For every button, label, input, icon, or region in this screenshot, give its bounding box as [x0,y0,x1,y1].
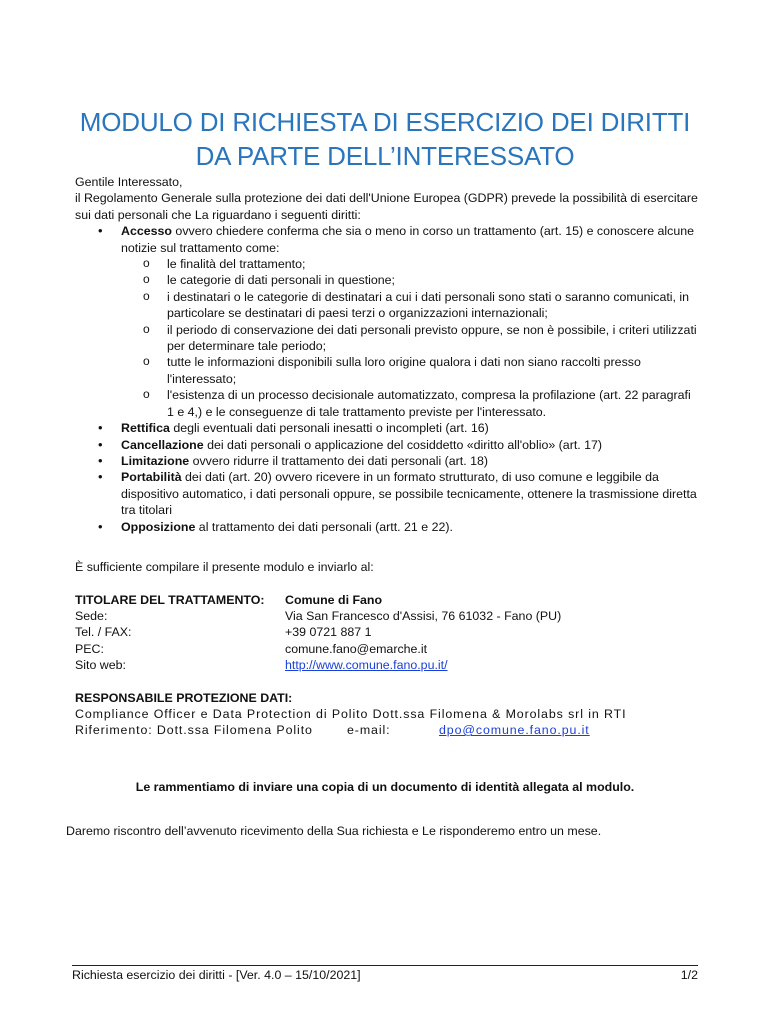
sub-item: o le finalità del trattamento; [121,256,700,272]
rpd-label: RESPONSABILE PROTEZIONE DATI: [75,691,293,705]
right-portabilita [75,469,700,518]
document-body [75,174,700,575]
tel-label: Tel. / FAX: [75,625,132,640]
instruction-text: È sufficiente compilare il presente modulo e inviarlo al: [75,559,374,574]
titolare-row [75,592,695,608]
right-text: dei dati personali o applicazione del cosiddetto «diritto all'oblio» (art. 17) [203,437,603,452]
rights-list [75,223,700,535]
greeting: Gentile Interessato, [75,175,183,189]
web-label: Sito web: [75,657,126,672]
title-line-2: DA PARTE DELL’INTERESSATO [195,141,575,172]
right-name: Accesso [121,224,172,239]
sub-item: o il periodo di conservazione dei dati personali previsto oppure, se non è possibile, i criteri utilizzati per determinare tale periodo; [121,322,700,355]
right-rettifica [75,420,700,436]
right-accesso [75,223,700,420]
footer-version: Richiesta esercizio dei diritti - [Ver. 4.0 – 15/10/2021] [72,968,361,982]
right-text: ovvero ridurre il trattamento dei dati personali (art. 18) [189,453,489,468]
title-line-1: MODULO DI RICHIESTA DI ESERCIZIO DEI DIRITTI [79,107,691,138]
rpd-line: Compliance Officer e Data Protection di Polito Dott.ssa Filomena & Morolabs srl in RTI [75,707,627,721]
right-opposizione [75,519,700,535]
pec-value: comune.fano@emarche.it [285,641,428,656]
rpd-block [75,690,715,738]
sub-item: o le categorie di dati personali in questione; [121,272,700,288]
id-document-notice: Le rammentiamo di inviare una copia di un documento di identità allegata al modulo. [135,780,635,794]
page-footer [72,965,698,982]
web-row [75,657,695,673]
right-text: ovvero chiedere conferma che sia o meno in corso un trattamento (art. 15) e conoscere alcune notizie sul trattamento come: [121,224,695,255]
right-limitazione [75,453,700,469]
rpd-email-label: e-mail: [347,723,391,737]
tel-value: +39 0721 887 1 [285,625,372,640]
pec-label: PEC: [75,641,104,656]
sub-item: o i destinatari o le categorie di destinatari a cui i dati personali sono stati o saranno comunicati, in particolare se destinatari di paesi terzi o organizzazioni internazionali; [121,289,700,322]
document-title [40,105,730,173]
page-number: 1/2 [680,968,698,982]
titolare-block [75,592,695,673]
tel-row [75,624,695,640]
sede-value: Via San Francesco d'Assisi, 76 61032 - Fano (PU) [285,609,562,624]
pec-row [75,641,695,657]
rpd-reference [75,722,715,738]
sede-row [75,608,695,624]
sede-label: Sede: [75,609,108,624]
right-name: Limitazione [121,453,190,468]
sub-item: o tutte le informazioni disponibili sulla loro origine qualora i dati non siano raccolti presso l'interessato; [121,354,700,387]
website-link[interactable]: http://www.comune.fano.pu.it/ [285,657,448,672]
accesso-subitems [121,256,700,420]
intro-text: il Regolamento Generale sulla protezione dei dati dell'Unione Europea (GDPR) prevede la possibilità di esercitare sui dati personali che La riguardano i seguenti diritti: [75,191,698,222]
sub-item: o l'esistenza di un processo decisionale automatizzato, compresa la profilazione (art. 22 paragrafi 1 e 4,) e le conseguenze di tale trattamento previste per l'interessato. [121,387,700,420]
titolare-value: Comune di Fano [285,593,383,607]
right-text: dei dati (art. 20) ovvero ricevere in un formato strutturato, di uso comune e leggibile da dispositivo automatico, i dati personali oppure, se possibile tecnicamente, ottenere la trasmissione diretta tra titolari [121,470,697,518]
right-cancellazione [75,437,700,453]
right-text: al trattamento dei dati personali (artt. 21 e 22). [195,519,453,534]
right-name: Rettifica [121,421,170,436]
rpd-email-link[interactable]: dpo@comune.fano.pu.it [439,723,590,737]
right-name: Portabilità [121,470,182,485]
titolare-label: TITOLARE DEL TRATTAMENTO: [75,593,265,607]
right-name: Cancellazione [121,437,204,452]
reply-text: Daremo riscontro dell’avvenuto ricevimento della Sua richiesta e Le risponderemo entro un mese. [66,824,602,838]
right-text: degli eventuali dati personali inesatti o incompleti (art. 16) [169,421,489,436]
rpd-ref-label: Riferimento: Dott.ssa Filomena Polito [75,723,313,737]
right-name: Opposizione [121,519,196,534]
